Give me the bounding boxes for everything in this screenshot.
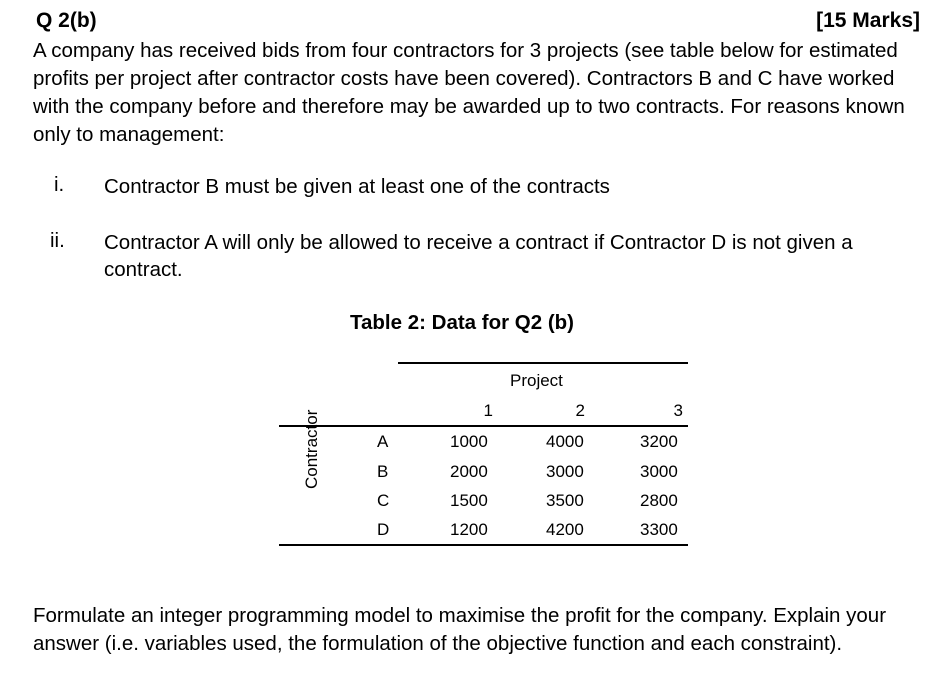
cell-a-2: 4000 [546, 432, 584, 451]
cell-d-2: 4200 [546, 520, 584, 539]
cell-c-1: 1500 [450, 491, 488, 510]
cell-c-3: 2800 [640, 491, 678, 510]
cell-a-1: 1000 [450, 432, 488, 451]
column-header-2: 2 [575, 401, 585, 420]
cell-b-1: 2000 [450, 462, 488, 481]
column-header-3: 3 [673, 401, 683, 420]
column-group-header: Project [510, 371, 563, 390]
row-label-b: B [377, 462, 389, 481]
cell-d-3: 3300 [640, 520, 678, 539]
question-intro: A company has received bids from four contractors for 3 projects (see table below for estimated profits per project after contractor costs have been covered). Contractors B and C have worked with the company before and therefore may be awarded up to two contracts. For reasons known only to management: [33, 39, 905, 146]
table-bottom-rule [279, 544, 688, 546]
row-label-d: D [377, 520, 390, 539]
task-text: Formulate an integer programming model to maximise the profit for the company. Explain your answer (i.e. variables used, the formulation of the objective function and each constraint). [33, 604, 887, 655]
cell-c-2: 3500 [546, 491, 584, 510]
question-label: Q 2(b) [36, 9, 97, 32]
condition-1-text: Contractor B must be given at least one of the contracts [104, 175, 610, 198]
marks-label: [15 Marks] [816, 9, 920, 32]
cell-a-3: 3200 [640, 432, 678, 451]
row-label-a: A [377, 432, 389, 451]
condition-2-text: Contractor A will only be allowed to receive a contract if Contractor D is not given a contract. [104, 231, 853, 281]
row-label-c: C [377, 491, 390, 510]
column-header-1: 1 [483, 401, 493, 420]
table-header-rule [279, 425, 688, 427]
condition-2-number: ii. [50, 229, 65, 252]
cell-b-2: 3000 [546, 462, 584, 481]
cell-b-3: 3000 [640, 462, 678, 481]
table-top-rule [398, 362, 688, 364]
row-group-header: Contractor [302, 409, 321, 489]
cell-d-1: 1200 [450, 520, 488, 539]
table-title: Table 2: Data for Q2 (b) [350, 311, 575, 334]
condition-1-number: i. [54, 173, 65, 196]
